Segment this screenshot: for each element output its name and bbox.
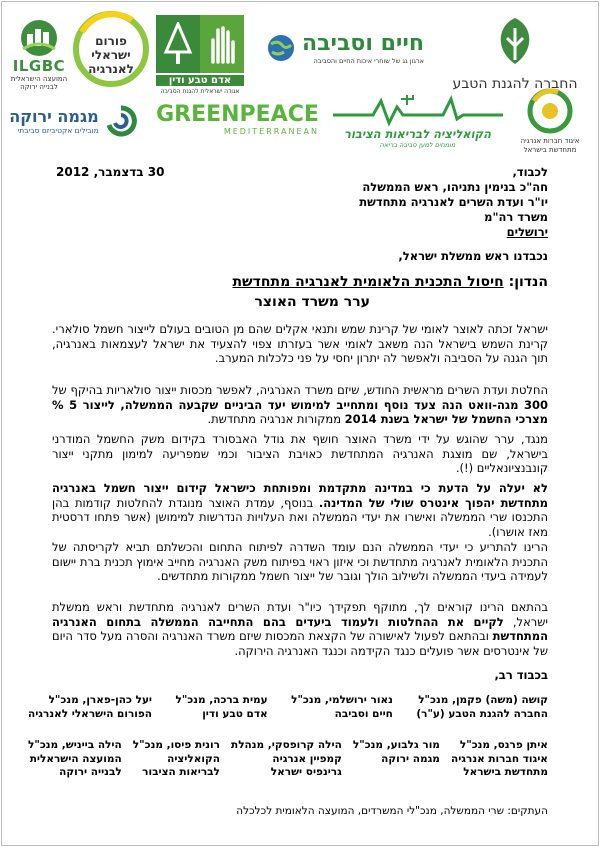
subject-title: חיסול התכנית הלאומית לאנרגיה מתחדשת	[232, 274, 504, 290]
subject-line	[48, 273, 548, 291]
haim-sub: ארגון גג של שוחרי איכות החיים והסביבה	[313, 57, 424, 65]
haim-name: חיים וסביבה	[302, 31, 424, 56]
signature	[291, 694, 393, 721]
logo-header	[0, 0, 600, 160]
signature-name: קושה (משה) פקמן, מנכ"ל	[418, 694, 548, 706]
paragraph-4	[52, 481, 548, 539]
spni-name: החברה להגנת הטבע	[452, 76, 578, 92]
ilgbc-sub1: המועצה הישראלית	[10, 75, 68, 83]
paragraph-2a: החלטת ועדת השרים מראשית החודש, שיזם משרד האנרגיה, לאפשר מכסות ייצור סולאריות בהיקף של	[52, 383, 548, 397]
signature-name: הילה קרופסקי, מנהלת	[231, 739, 342, 751]
subject-prefix: הנדון:	[508, 274, 548, 290]
tree-icon	[156, 15, 200, 73]
paragraph-6	[52, 600, 548, 658]
forum-line3: לאנרגיה	[88, 62, 134, 76]
paragraph-6b: לקיים את ההחלטות ולעמוד ביעדים בהם התחייבה הממשלה בתחום האנרגיה המתחדשת	[52, 614, 548, 643]
signature-name: איתן פרנס, מנכ"ל	[459, 739, 548, 751]
signatures-row-1	[28, 694, 548, 721]
signature-org: המועצה הישראלית	[29, 752, 122, 765]
hand-icon	[200, 15, 244, 73]
globe-icon	[266, 33, 296, 63]
signature-org: איגוד חברות אנרגיה	[451, 752, 548, 765]
paragraph-6a: בהתאם הרינו קוראים לך, מתוקף תפקידך כיו"ר ועדת השרים לאנרגיה מתחדשת וראש ממשלת ישראל,	[52, 600, 548, 629]
ilgbc-icon	[17, 19, 61, 57]
letter-date: 30 בדצמבר, 2012	[56, 165, 165, 179]
paragraph-6c: ובהתאם לפעול לאישורה של הקצאת המכסות שיזם משרד האנרגיה והסרה מעל סדר היום של אינטרסים אשר פועלים כנגד הקידמה וכנגד האנרגיה הירוקה.	[52, 629, 548, 658]
ilgbc-sub2: לבנייה ירוקה	[20, 83, 58, 91]
greenpeace-name: GREENPEACE	[156, 101, 319, 127]
swirl-icon	[105, 105, 137, 137]
signature-org: הקואליציה	[167, 752, 220, 765]
health-coalition-logo	[330, 92, 505, 152]
magama-yeruka-logo	[8, 100, 138, 142]
signature-org: הפורום הישראלי לאנרגיה	[28, 707, 153, 720]
signature-name: יעל כהן-פארן, מנכ"ל	[48, 694, 153, 706]
addressee-line2: יו"ר ועדת השרים לאנרגיה מתחדשת	[359, 195, 548, 209]
paragraph-2c: ממקורות אנרגיה מתחדשת.	[207, 412, 342, 426]
cc-line: העתקים: שרי הממשלה, מנכ"לי המשרדים, המועצה הלאומית לכלכלה	[236, 805, 548, 817]
paragraph-5: הרינו להתריע כי יעדי הממשלה הנם עומד השדרה לפיתוח התחום והכשלתם תביא לקריסתה של התכנית הלאומית לאנרגיה מתחדשת וכי איזון ראוי בפיתוח משק האנרגיה מחייב אימוץ תכנית ברת יישום לעמידה ביעדי הממשלה ולשילוב הולך וגובר של ייצור חשמל ממקורות מתחדשים.	[52, 540, 548, 583]
addressee-line4: ירושלים	[506, 225, 548, 239]
salutation: נכבדנו ראש ממשלת ישראל,	[398, 249, 548, 263]
addressee-line1: חה"כ בנימין נתניהו, ראש הממשלה	[362, 180, 548, 194]
addressee-to: לכבוד,	[512, 165, 548, 179]
signature-name: נאור ירושלמי, מנכ"ל	[291, 694, 393, 706]
signature-org: מגמה ירוקה	[381, 752, 440, 765]
closing: בכבוד רב,	[494, 668, 548, 682]
signature	[451, 739, 548, 780]
signature-org: לבריאות הציבור	[142, 766, 220, 778]
signature	[416, 694, 548, 721]
paragraph-4b: בנוסף, עמדת האוצר מנוגדת להחלטות קודמות בהן התכנסו שרי הממשלה ואישרו את יעדי הממשלה ואת העלויות הנדרשות למימושן (אשר פתחו דרסטית מאז אושרו).	[52, 495, 548, 539]
signature-org: לבנייה ירוקה	[59, 766, 122, 778]
signatures-row-2	[28, 739, 548, 780]
signature	[133, 739, 220, 780]
subject-sub: ערר משרד האוצר	[254, 294, 370, 310]
magama-sub: מובילים אקטיביזם סביבתי	[17, 125, 99, 135]
signature-name: רונית פיסו, מנכ"ל	[132, 739, 220, 751]
signature-name: עמית ברכה, מנכ"ל	[175, 694, 268, 706]
signature-name: מור גלבוע, מנכ"ל	[352, 739, 440, 751]
forum-line2: ישראלי	[91, 48, 131, 62]
signature-org: גרינפיס ישראל	[270, 766, 342, 778]
spni-leaf-icon	[493, 16, 537, 66]
addressee-block	[228, 165, 548, 240]
paragraph-4a: לא יעלה על הדעת כי במדינה מתקדמת ומפותחת כישראל קידום ייצור חשמל באנרגיה מתחדשת יהפוך אינטרס שולי של המדינה.	[52, 481, 548, 510]
union-line2: מתחדשת בישראל	[523, 146, 577, 154]
addressee-line3: משרד רה"מ	[484, 210, 548, 224]
greenpeace-sub: MEDITERRANEAN	[223, 126, 319, 136]
signature-org: קמפיין אנרגיה	[272, 752, 342, 765]
renewable-union-logo	[505, 82, 595, 160]
paragraph-3: מנגד, ערר שהוגש על ידי משרד האוצר חושף את גודל האבסורד בקידום משק החשמל המודרני בישראל, שם מוצגת האנרגיה המתחדשת כאויבת הציבור וכמי שמפריעה למימון מתקני ייצור קונבנציונאליים (!).	[52, 432, 548, 475]
signature	[28, 694, 152, 721]
heartbeat-icon	[333, 95, 503, 127]
health-sub: מומחים למען סביבה בריאה	[379, 141, 456, 149]
signature-org: אדם טבע ודין	[202, 707, 268, 720]
paragraph-1: ישראל זכתה לאוצר לאומי של קרינת שמש ותנאי אקלים שהם מן הטובים בעולם לייצור חשמל סולארי. קרינת השמש בישראל הנה משאב לאומי אשר בעזרתו צפוי להצעיד את ישראל לעצמאות באנרגיה, תוך הגנה על הסביבה ולאפשר לה יתרון יחסי על פני כלכלות המערב.	[52, 322, 548, 365]
signature-org: מתחדשת בישראל	[463, 766, 548, 778]
paragraph-2	[52, 383, 548, 427]
haim-vesviva-logo	[255, 18, 435, 78]
ilgbc-logo	[8, 10, 70, 100]
union-line1: איגוד חברות אנרגיה	[520, 137, 580, 145]
energy-forum-logo	[72, 10, 150, 100]
magama-name: מגמה ירוקה	[9, 106, 99, 126]
signature-org: החברה להגנת הטבע (ע"ר)	[416, 707, 548, 720]
greenpeace-logo	[150, 98, 325, 140]
ilgbc-name: ILGBC	[12, 57, 66, 75]
signature-name: הילה בייניש, מנכ"ל	[28, 739, 122, 751]
adam-name: אדם טבע ודין	[156, 75, 244, 86]
signature-org: חיים וסביבה	[334, 707, 393, 720]
sun-arrows-icon	[526, 87, 574, 135]
signature	[231, 739, 342, 780]
signature	[28, 739, 122, 780]
health-name: הקואליציה לבריאות הציבור	[344, 127, 491, 141]
adam-sub: אגודה ישראלית להגנת הסביבה	[160, 88, 240, 95]
signature	[175, 694, 267, 721]
paragraph-2b: 300 מגה-וואט הנה צעד נוסף ומתחייב למימוש יעד הביניים שקבעה הממשלה, לייצור 5 % מצרכי החשמל של ישראל בשנת 2014	[52, 397, 548, 426]
adam-teva-vedin-logo	[155, 10, 245, 100]
signature	[353, 739, 440, 780]
forum-line1: פורום	[95, 34, 127, 48]
